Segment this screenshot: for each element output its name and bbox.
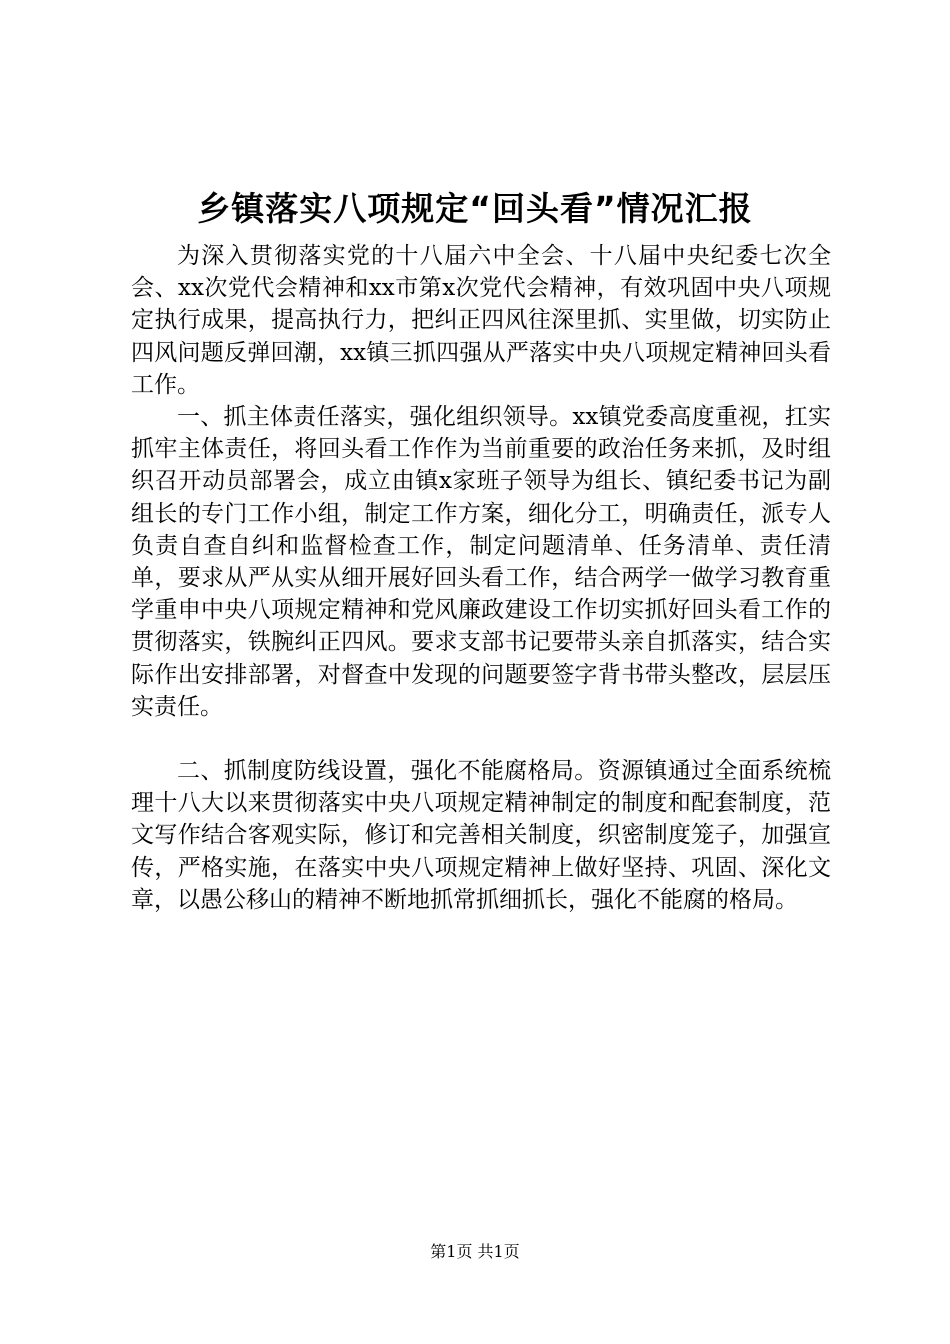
document-body bbox=[131, 240, 831, 916]
page-footer: 第1页 共1页 bbox=[430, 1242, 520, 1261]
paragraph-section-one: 一、抓主体责任落实，强化组织领导。xx镇党委高度重视，扛实抓牢主体责任，将回头看工作作为当前重要的政治任务来抓，及时组织召开动员部署会，成立由镇x家班子领导为组长、镇纪委书记为副组长的专门工作小组，制定工作方案，细化分工，明确责任，派专人负责自查自纠和监督检查工作，制定问题清单、任务清单、责任清单，要求从严从实从细开展好回头看工作，结合两学一做学习教育重学重申中央八项规定精神和党风廉政建设工作切实抓好回头看工作的贯彻落实，铁腕纠正四风。要求支部书记要带头亲自抓落实，结合实际作出安排部署，对督查中发现的问题要签字背书带头整改，层层压实责任。 bbox=[131, 404, 831, 720]
paragraph-spacer bbox=[131, 723, 831, 755]
document-title: 乡镇落实八项规定“回头看”情况汇报 bbox=[197, 189, 753, 228]
paragraph-intro: 为深入贯彻落实党的十八届六中全会、十八届中央纪委七次全会、xx次党代会精神和xx市第x次党代会精神，有效巩固中央八项规定执行成果，提高执行力，把纠正四风往深里抓、实里做，切实防止四风问题反弹回潮，xx镇三抓四强从严落实中央八项规定精神回头看工作。 bbox=[131, 243, 831, 398]
paragraph-section-two: 二、抓制度防线设置，强化不能腐格局。资源镇通过全面系统梳理十八大以来贯彻落实中央八项规定精神制定的制度和配套制度，范文写作结合客观实际，修订和完善相关制度，织密制度笼子，加强宣传，严格实施，在落实中央八项规定精神上做好坚持、巩固、深化文章，以愚公移山的精神不断地抓常抓细抓长，强化不能腐的格局。 bbox=[131, 758, 831, 913]
